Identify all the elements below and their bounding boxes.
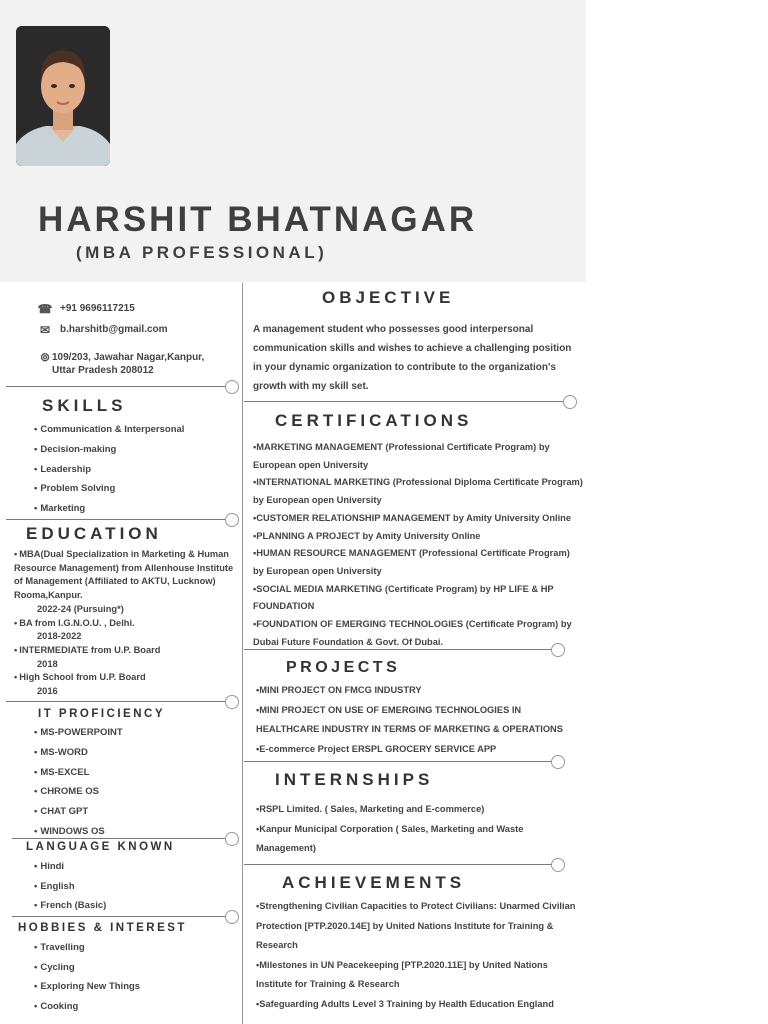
list-item: • MINI PROJECT ON FMCG INDUSTRY	[256, 681, 576, 701]
skills-list	[34, 420, 184, 519]
divider-node	[551, 755, 565, 769]
list-item: • Communication & Interpersonal	[34, 420, 184, 440]
phone-icon: ☎	[37, 302, 53, 316]
candidate-name: HARSHIT BHATNAGAR	[38, 200, 478, 239]
list-item: • Hindi	[34, 857, 106, 877]
divider-node	[563, 395, 577, 409]
address-line1: 109/203, Jawahar Nagar,Kanpur,	[52, 352, 205, 363]
hobbies-list	[34, 938, 140, 1017]
objective-text: A management student who possesses good interpersonal communication skills and wishes to achieve a challenging position in your dynamic organization to contribute to the organization's growth with my skill set.	[253, 324, 572, 392]
list-item: • PLANNING A PROJECT by Amity University Online	[253, 528, 583, 546]
address-line2: Uttar Pradesh 208012	[52, 365, 154, 376]
list-item: • WINDOWS OS	[34, 822, 123, 842]
list-item: • MARKETING MANAGEMENT (Professional Certificate Program) by European open University	[253, 439, 583, 474]
achievements-heading: ACHIEVEMENTS	[282, 873, 466, 892]
list-item: • CUSTOMER RELATIONSHIP MANAGEMENT by Amity University Online	[253, 510, 583, 528]
list-item: • Safeguarding Adults Level 3 Training by Health Education England	[256, 995, 578, 1015]
list-item: • Problem Solving	[34, 479, 184, 499]
internships-list	[256, 800, 556, 859]
contact-email	[36, 324, 168, 336]
divider-node	[225, 832, 239, 846]
location-pin-icon: ⊚	[39, 350, 51, 364]
contact-phone	[36, 303, 135, 315]
language-list	[34, 857, 106, 916]
divider-node	[551, 858, 565, 872]
achievements-list	[256, 897, 578, 1014]
language-heading: LANGUAGE KNOWN	[26, 841, 175, 853]
divider-certifications	[244, 649, 552, 650]
list-item: • CHAT GPT	[34, 802, 123, 822]
list-item: • RSPL Limited. ( Sales, Marketing and E-commerce)	[256, 800, 556, 820]
list-item: • MS-POWERPOINT	[34, 723, 123, 743]
list-item: • E-commerce Project ERSPL GROCERY SERVICE APP	[256, 740, 576, 760]
divider-contact	[6, 386, 226, 387]
projects-list	[256, 681, 576, 759]
list-item: • Kanpur Municipal Corporation ( Sales, Marketing and Waste Management)	[256, 820, 556, 859]
list-item: • HUMAN RESOURCE MANAGEMENT (Professional Certificate Program) by European open University	[253, 545, 583, 580]
list-item: • French (Basic)	[34, 896, 106, 916]
divider-language	[12, 916, 226, 917]
list-item: • FOUNDATION OF EMERGING TECHNOLOGIES (Certificate Program) by Dubai Future Foundation & Govt. Of Dubai.	[253, 616, 583, 651]
list-item: • Decision-making	[34, 440, 184, 460]
skills-heading: SKILLS	[42, 396, 127, 415]
list-item: • Milestones in UN Peacekeeping [PTP.2020.11E] by United Nations Institute for Training & Research	[256, 956, 578, 995]
list-item: • CHROME OS	[34, 782, 123, 802]
list-item: • Exploring New Things	[34, 977, 140, 997]
it-list	[34, 723, 123, 842]
profile-photo	[16, 26, 110, 166]
objective-heading: OBJECTIVE	[322, 288, 455, 307]
email-text: b.harshitb@gmail.com	[60, 324, 168, 335]
divider-node	[551, 643, 565, 657]
list-item: • BA from I.G.N.O.U. , Delhi. 2018-2022	[14, 617, 236, 644]
list-item: • MS-EXCEL	[34, 763, 123, 783]
list-item: • Travelling	[34, 938, 140, 958]
projects-heading: PROJECTS	[286, 659, 401, 676]
list-item: • Cycling	[34, 958, 140, 978]
list-item: • MS-WORD	[34, 743, 123, 763]
divider-node	[225, 380, 239, 394]
divider-projects	[244, 761, 552, 762]
contact-address	[36, 351, 204, 377]
candidate-subtitle: (MBA PROFESSIONAL)	[76, 243, 328, 262]
list-item: • Leadership	[34, 460, 184, 480]
certifications-heading: CERTIFICATIONS	[275, 411, 473, 430]
list-item: • MBA(Dual Specialization in Marketing & Human Resource Management) from Allenhouse Institute of Management (Affiliated to AKTU, Lucknow) Rooma,Kanpur. 2022-24 (Pursuing*)	[14, 548, 236, 617]
divider-it	[12, 838, 226, 839]
education-list	[14, 548, 236, 699]
education-heading: EDUCATION	[26, 524, 162, 543]
divider-skills	[6, 519, 226, 520]
divider-internships	[244, 864, 552, 865]
it-heading: IT PROFICIENCY	[38, 708, 166, 720]
envelope-icon: ✉	[39, 323, 51, 337]
list-item: • SOCIAL MEDIA MARKETING (Certificate Program) by HP LIFE & HP FOUNDATION	[253, 581, 583, 616]
certifications-list	[253, 439, 583, 651]
list-item: • Cooking	[34, 997, 140, 1017]
divider-node	[225, 513, 239, 527]
column-divider	[242, 283, 243, 1024]
list-item: • INTERNATIONAL MARKETING (Professional Diploma Certificate Program) by European open University	[253, 474, 583, 509]
list-item: • MINI PROJECT ON USE OF EMERGING TECHNOLOGIES IN HEALTHCARE INDUSTRY IN TERMS OF MARKETING & OPERATIONS	[256, 701, 576, 740]
divider-node	[225, 695, 239, 709]
list-item: • English	[34, 877, 106, 897]
list-item: • Strengthening Civilian Capacities to Protect Civilians: Unarmed Civilian Protection [PTP.2020.14E] by United Nations Institute for Training & Research	[256, 897, 578, 956]
divider-objective	[244, 401, 564, 402]
list-item: • High School from U.P. Board 2016	[14, 671, 236, 698]
list-item: • Marketing	[34, 499, 184, 519]
divider-node	[225, 910, 239, 924]
internships-heading: INTERNSHIPS	[275, 770, 434, 789]
hobbies-heading: HOBBIES & INTEREST	[18, 922, 187, 934]
phone-text: +91 9696117215	[60, 303, 135, 314]
divider-education	[6, 701, 226, 702]
list-item: • INTERMEDIATE from U.P. Board 2018	[14, 644, 236, 671]
